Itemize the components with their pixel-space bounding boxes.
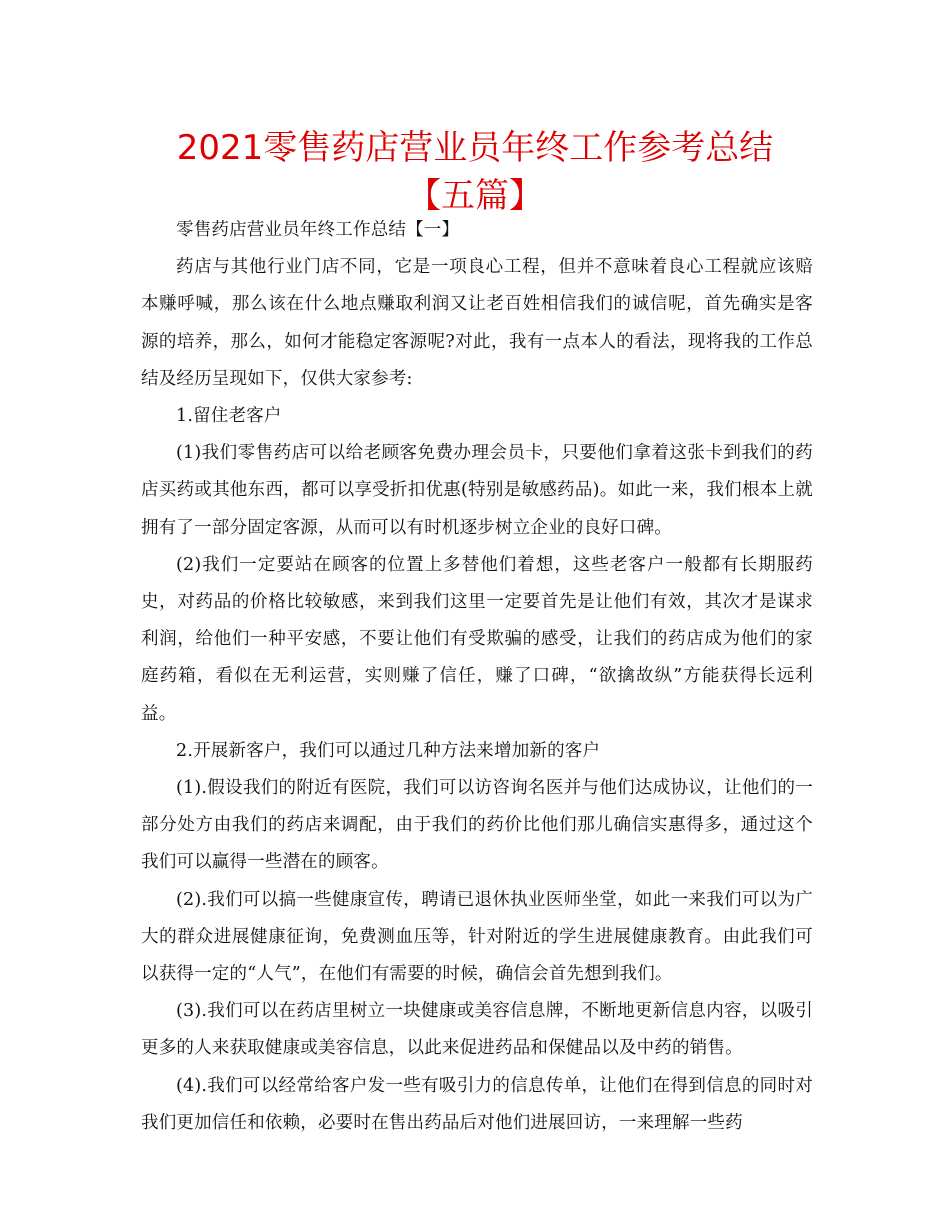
document-title: 2021零售药店营业员年终工作参考总结【五篇】 xyxy=(176,128,774,216)
paragraph: 药店与其他行业门店不同，它是一项良心工程，但并不意味着良心工程就应该赔本赚呼喊，那么该在什么地点赚取利润又让老百姓相信我们的诚信呢，首先确实是客源的培养，那么，如何才能稳定客源呢?对此，我有一点本人的看法，现将我的工作总结及经历呈现如下，仅供大家参考: xyxy=(141,257,813,389)
subheading: 1.留住老客户 xyxy=(176,406,282,427)
paragraph: (2)我们一定要站在顾客的位置上多替他们着想，这些老客户一般都有长期服药史，对药品的价格比较敏感，来到我们这里一定要首先是让他们有效，其次才是谋求利润，给他们一种平安感，不要让他们有受欺骗的感受，让我们的药店成为他们的家庭药箱，看似在无利运营，实则赚了信任，赚了口碑，“欲擒故纵”方能获得长远利益。 xyxy=(141,554,813,724)
document-body xyxy=(141,212,813,1142)
subheading: 2.开展新客户，我们可以通过几种方法来增加新的客户 xyxy=(176,740,601,761)
paragraph: (1).假设我们的附近有医院，我们可以访咨询名医并与他们达成协议，让他们的一部分处方由我们的药店来调配，由于我们的药价比他们那儿确信实惠得多，通过这个我们可以赢得一些潜在的顾客。 xyxy=(141,778,813,873)
section-heading: 零售药店营业员年终工作总结【一】 xyxy=(176,220,460,240)
paragraph: (4).我们可以经常给客户发一些有吸引力的信息传单，让他们在得到信息的同时对我们更加信任和依赖，必要时在售出药品后对他们进展回访，一来理解一些药 xyxy=(141,1075,813,1133)
paragraph: (3).我们可以在药店里树立一块健康或美容信息牌，不断地更新信息内容，以吸引更多的人来获取健康或美容信息，以此来促进药品和保健品以及中药的销售。 xyxy=(141,1001,813,1059)
paragraph: (1)我们零售药店可以给老顾客免费办理会员卡，只要他们拿着这张卡到我们的药店买药或其他东西，都可以享受折扣优惠(特别是敏感药品)。如此一来，我们根本上就拥有了一部分固定客源，从而可以有时机逐步树立企业的良好口碑。 xyxy=(141,443,813,538)
paragraph: (2).我们可以搞一些健康宣传，聘请已退休执业医师坐堂，如此一来我们可以为广大的群众进展健康征询，免费测血压等，针对附近的学生进展健康教育。由此我们可以获得一定的“人气”，在他们有需要的时候，确信会首先想到我们。 xyxy=(141,889,813,985)
